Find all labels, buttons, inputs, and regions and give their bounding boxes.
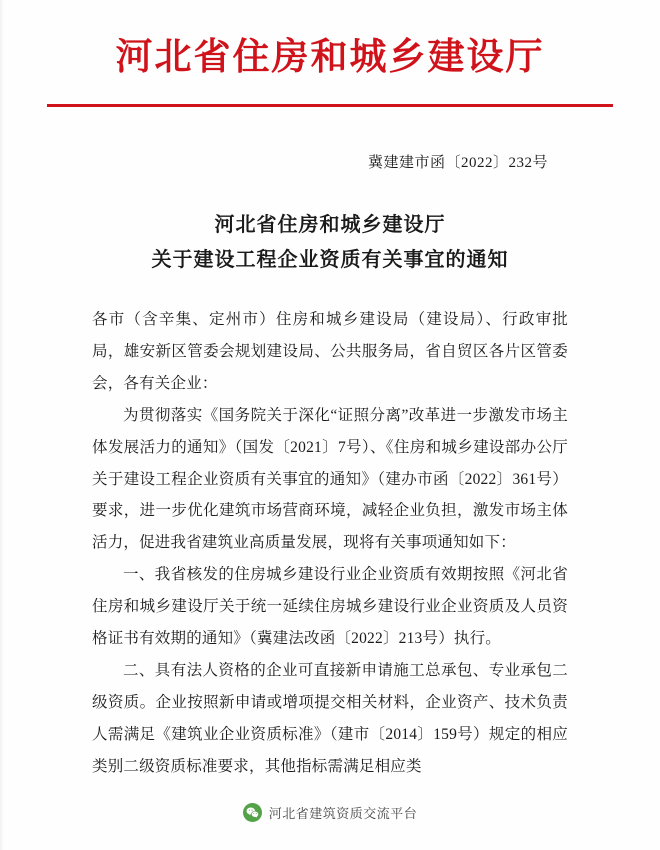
wechat-icon — [243, 803, 262, 822]
document-title — [0, 208, 660, 278]
paragraph-item-1: 一、我省核发的住房城乡建设行业企业资质有效期按照《河北省住房和城乡建设厅关于统一延续住房城乡建设行业企业资质及人员资格证书有效期的通知》（冀建法改函〔2022〕213号）执行。 — [92, 566, 568, 648]
footer-account-name: 河北省建筑资质交流平台 — [268, 806, 418, 821]
footer-account-bar — [0, 803, 660, 822]
document-title-line-2: 关于建设工程企业资质有关事宜的通知 — [151, 248, 509, 271]
paragraph-preamble: 为贯彻落实《国务院关于深化“证照分离”改革进一步激发市场主体发展活力的通知》（国发〔2021〕7号）、《住房和城乡建设部办公厅关于建设工程企业资质有关事宜的通知》（建办市函〔2022〕361号）要求，进一步优化建筑市场营商环境，减轻企业负担，激发市场主体活力，促进我省建筑业高质量发展，现将有关事项通知如下： — [92, 406, 568, 552]
document-body — [0, 304, 660, 783]
paragraph-item-2: 二、具有法人资格的企业可直接新申请施工总承包、专业承包二级资质。企业按照新申请或增项提交相关材料，企业资产、技术负责人需满足《建筑业企业资质标准》（建市〔2014〕159号）规定的相应类别二级资质标准要求，其他指标需满足相应类 — [92, 662, 568, 775]
letterhead-title: 河北省住房和城乡建设厅 — [115, 34, 545, 78]
document-title-line-1: 河北省住房和城乡建设厅 — [214, 213, 446, 236]
letterhead — [0, 0, 660, 107]
document-number: 冀建建市函〔2022〕232号 — [367, 154, 548, 171]
letterhead-divider — [47, 104, 613, 107]
paragraph-addressee: 各市（含辛集、定州市）住房和城乡建设局（建设局）、行政审批局，雄安新区管委会规划建设局、公共服务局，省自贸区各片区管委会，各有关企业： — [92, 310, 568, 392]
